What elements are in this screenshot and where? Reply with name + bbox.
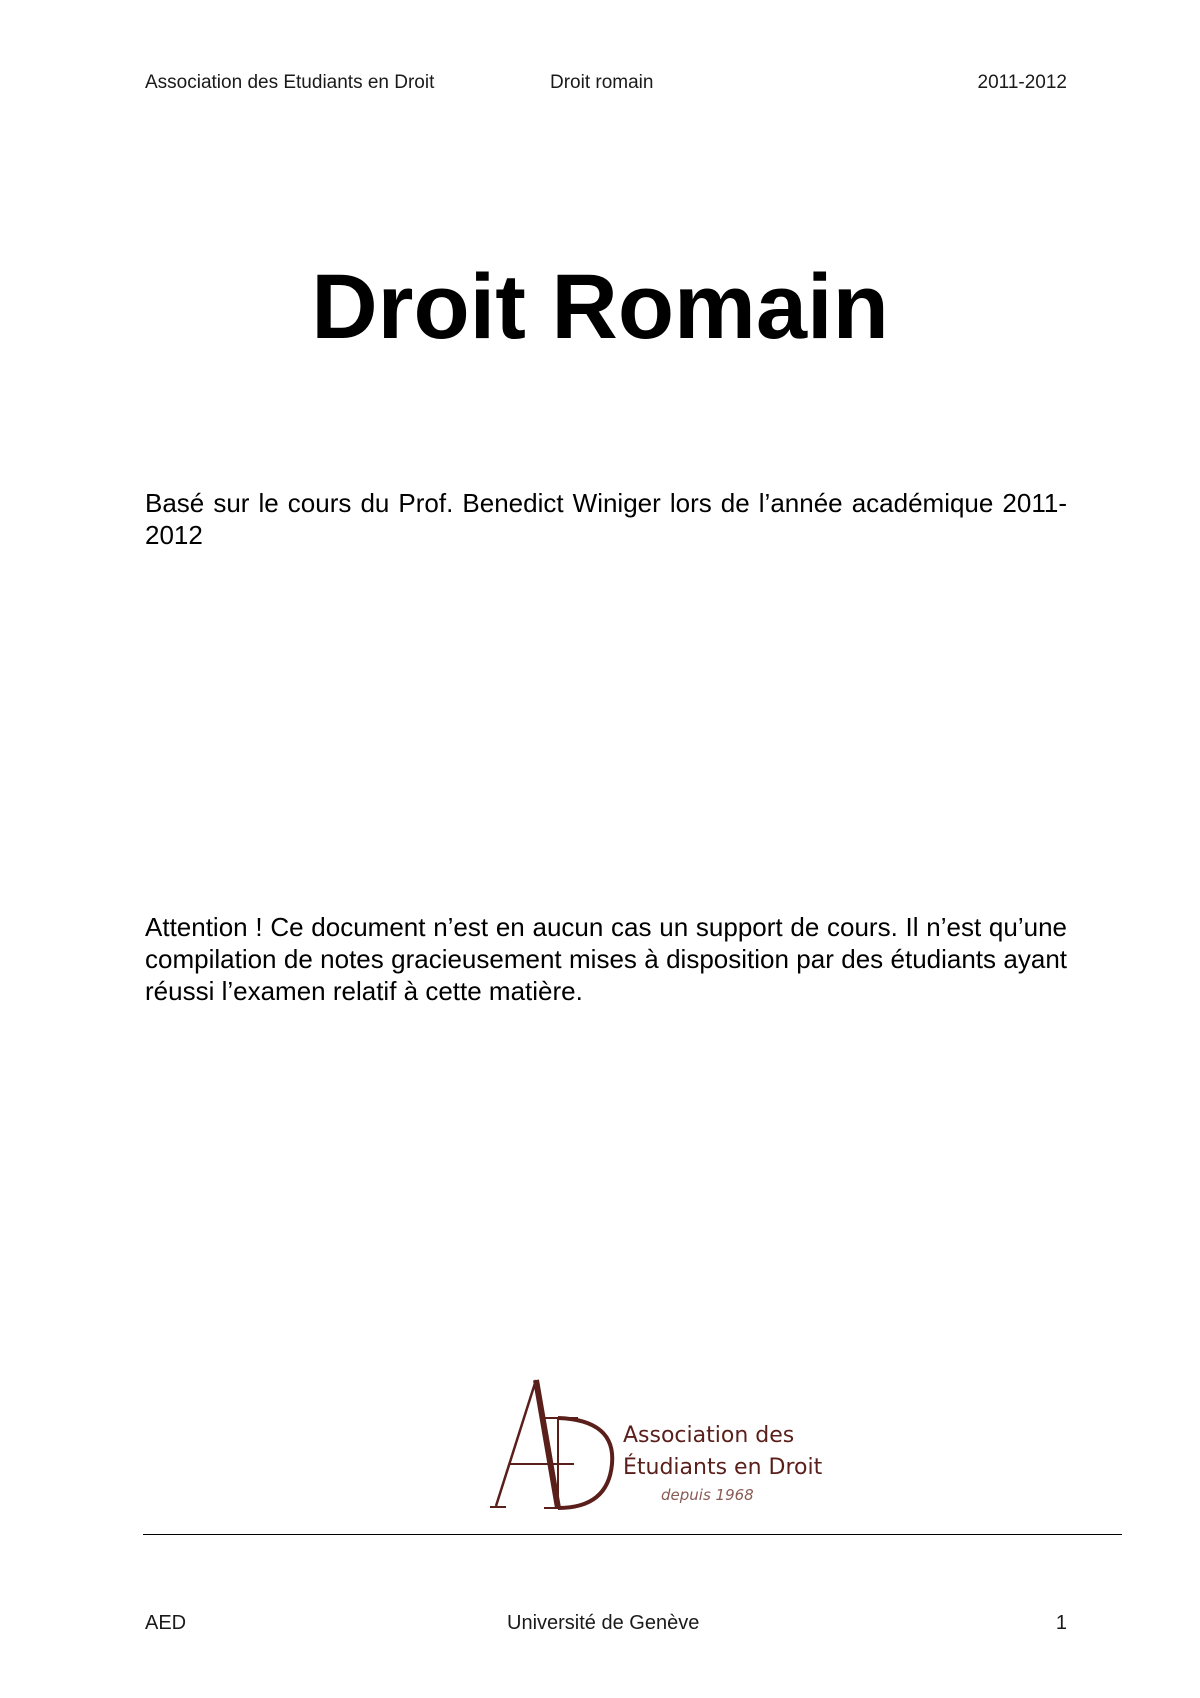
footer-aed: AED <box>145 1612 187 1634</box>
logo-wordmark <box>623 1420 822 1504</box>
course-attribution: Basé sur le cours du Prof. Benedict Winiger lors de l’année académique 2011-2012 <box>145 488 1067 550</box>
page-footer <box>145 1612 1067 1638</box>
logo-line-students: Étudiants en Droit <box>623 1455 823 1480</box>
page-header <box>145 72 1067 98</box>
disclaimer-paragraph: Attention ! Ce document n’est en aucun cas un support de cours. Il n’est qu’une compilation de notes gracieusement mises à disposition par des étudiants ayant réussi l’examen relatif à cette matière. <box>145 912 1067 1006</box>
header-course: Droit romain <box>550 72 654 93</box>
footer-divider <box>143 1534 1122 1535</box>
aed-monogram-icon <box>488 1368 618 1518</box>
document-title: Droit Romain <box>311 256 889 358</box>
logo-line-association: Association des <box>623 1423 795 1448</box>
header-year: 2011-2012 <box>977 72 1067 93</box>
aed-logo <box>488 1368 823 1518</box>
footer-university: Université de Genève <box>507 1612 700 1634</box>
header-association: Association des Etudiants en Droit <box>145 72 435 93</box>
logo-since: depuis 1968 <box>661 1486 754 1504</box>
page-number: 1 <box>1055 1612 1067 1634</box>
